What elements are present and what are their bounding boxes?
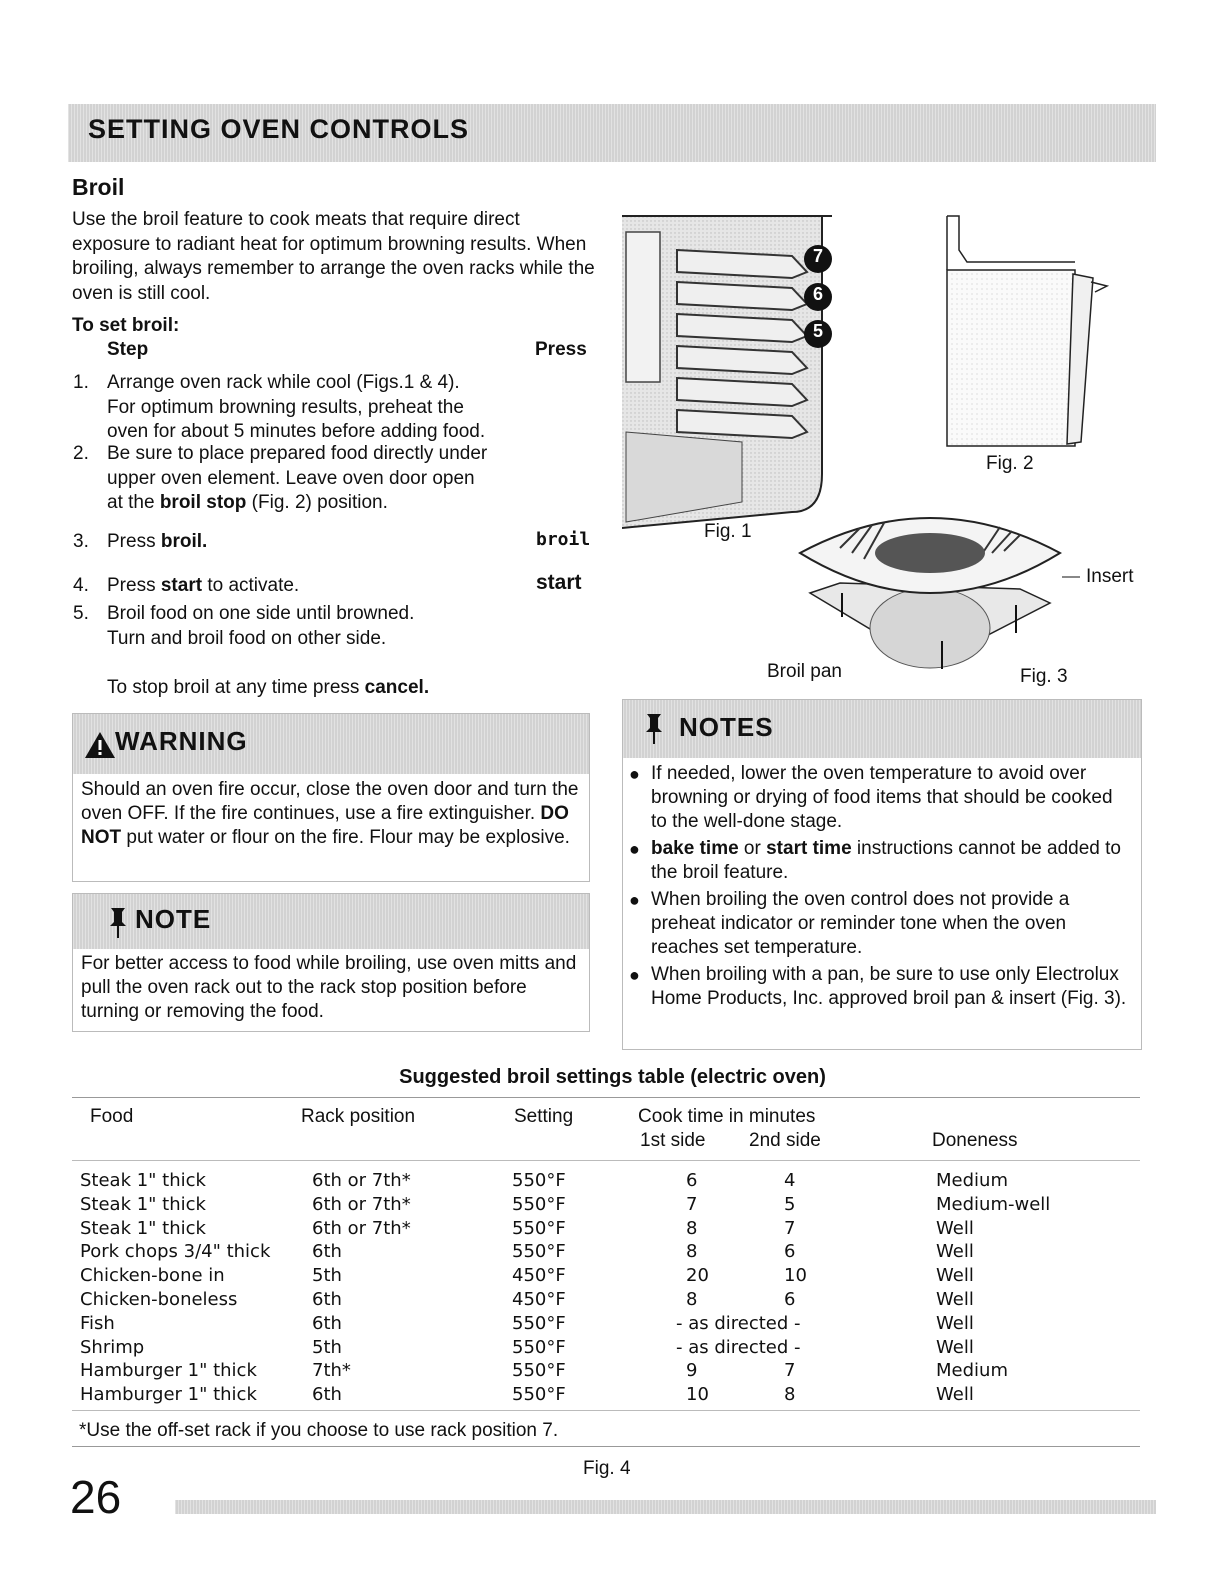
step-text-line: at the broil stop (Fig. 2) position. [107, 492, 388, 513]
cell-rack-position: 6th [312, 1241, 342, 1263]
cell-rack-position: 7th* [312, 1360, 351, 1382]
cell-food: Hamburger 1" thick [80, 1384, 257, 1406]
rack-number-7: 7 [812, 246, 823, 266]
page-number: 26 [70, 1471, 122, 1523]
bullet-icon: ● [629, 965, 640, 985]
broil-pan-callout-label: Broil pan [767, 661, 842, 682]
cell-food: Hamburger 1" thick [80, 1360, 257, 1382]
cell-setting: 550°F [512, 1384, 566, 1406]
cell-cook-time-directed: - as directed - [676, 1336, 801, 1358]
step-text-line: Be sure to place prepared food directly under [107, 443, 488, 464]
pushpin-icon [107, 906, 129, 940]
col-header-rack-position: Rack position [301, 1106, 416, 1127]
step-number: 5. [73, 603, 89, 624]
cell-doneness: Well [936, 1384, 974, 1406]
step-text-line: upper oven element. Leave oven door open [107, 467, 475, 489]
footer-bar [175, 1500, 1156, 1514]
col-header-doneness: Doneness [932, 1130, 1018, 1151]
notes-list [623, 762, 1133, 1014]
step-text-line: Turn and broil food on other side. [107, 627, 387, 649]
cell-first-side: 8 [686, 1241, 698, 1263]
step-number: 1. [73, 372, 89, 393]
broil-key-term: broil. [160, 531, 208, 552]
note-box [72, 893, 590, 1032]
cell-doneness: Well [936, 1265, 974, 1287]
notes-box [622, 699, 1142, 1050]
col-header-setting: Setting [514, 1106, 574, 1127]
cell-setting: 550°F [512, 1170, 566, 1191]
cell-cook-time-directed: - as directed - [676, 1312, 801, 1334]
cell-doneness: Well [936, 1289, 974, 1310]
warning-text: Should an oven fire occur, close the oven door and turn the oven OFF. If the fire continues, use a fire extinguisher. DO NOT put water or flour on the fire. Flour may be explosive. [81, 779, 579, 848]
fig-4-label: Fig. 4 [583, 1458, 631, 1479]
cell-food: Steak 1" thick [80, 1193, 206, 1215]
warning-title: WARNING [115, 726, 248, 756]
broil-stop-term: broil stop [159, 492, 247, 513]
cancel-key-term: cancel. [364, 677, 430, 698]
fig-2-label: Fig. 2 [986, 453, 1034, 474]
col-header-food: Food [90, 1106, 134, 1127]
do-not-emphasis: DO NOT [81, 803, 569, 848]
cell-doneness: Well [936, 1217, 974, 1239]
cell-second-side: 8 [784, 1384, 796, 1406]
cell-food: Steak 1" thick [80, 1170, 206, 1191]
notes-item: ● bake time or start time instructions cannot be added to the broil feature. [629, 838, 1121, 883]
table-footer-rule [72, 1446, 1140, 1447]
cell-first-side: 20 [686, 1265, 709, 1287]
cell-setting: 550°F [512, 1217, 566, 1239]
table-footnote: *Use the off-set rack if you choose to use rack position 7. [79, 1420, 559, 1441]
warning-triangle-icon [83, 730, 117, 760]
cell-food: Shrimp [80, 1336, 145, 1358]
cell-first-side: 10 [686, 1384, 709, 1406]
section-banner [68, 104, 1156, 162]
bullet-icon: ● [629, 764, 640, 784]
pushpin-icon [643, 712, 665, 746]
stop-broil-instruction: To stop broil at any time press cancel. [107, 677, 430, 698]
cell-setting: 450°F [512, 1289, 566, 1310]
cell-rack-position: 6th or 7th* [312, 1170, 411, 1191]
rack-number-5: 5 [812, 321, 823, 341]
cell-first-side: 9 [686, 1360, 698, 1382]
step-text-line: oven for about 5 minutes before adding food. [107, 421, 486, 442]
warning-header [73, 714, 589, 774]
cell-first-side: 7 [686, 1193, 698, 1215]
cell-second-side: 4 [784, 1170, 796, 1191]
cell-second-side: 7 [784, 1360, 796, 1382]
cell-second-side: 5 [784, 1193, 796, 1215]
section-title: SETTING OVEN CONTROLS [88, 114, 470, 144]
broil-table-title: Suggested broil settings table (electric oven) [399, 1066, 826, 1088]
fig-3-label: Fig. 3 [1020, 666, 1068, 687]
note-title: NOTE [135, 904, 212, 934]
step-1 [73, 371, 553, 445]
bullet-icon: ● [629, 890, 640, 910]
cell-rack-position: 5th [312, 1265, 342, 1287]
cell-second-side: 7 [784, 1217, 796, 1239]
cell-food: Chicken-bone in [80, 1265, 225, 1287]
cell-rack-position: 6th [312, 1312, 342, 1334]
cell-doneness: Well [936, 1312, 974, 1334]
table-header-rule [72, 1160, 1140, 1161]
step-number: 2. [73, 443, 89, 464]
table-bottom-rule [72, 1410, 1140, 1411]
cell-setting: 550°F [512, 1312, 566, 1334]
cell-doneness: Well [936, 1336, 974, 1358]
cell-first-side: 6 [686, 1170, 698, 1191]
cell-setting: 450°F [512, 1265, 566, 1287]
cell-food: Pork chops 3/4" thick [80, 1241, 271, 1263]
press-start-key: start [536, 571, 582, 594]
start-key-term: start [160, 575, 203, 596]
table-top-rule [72, 1097, 1140, 1098]
press-broil-key: broil [536, 529, 591, 550]
note-header [73, 894, 589, 949]
step-number: 3. [73, 531, 89, 552]
col-header-second-side: 2nd side [749, 1130, 821, 1151]
notes-item: ● When broiling the oven control does not provide a preheat indicator or reminder tone when the oven reaches set temperature. [629, 889, 1070, 958]
broil-heading: Broil [72, 174, 125, 200]
cell-doneness: Medium [936, 1360, 1008, 1382]
step-column-heading: Step [107, 339, 149, 360]
cell-setting: 550°F [512, 1193, 566, 1215]
step-5 [73, 602, 553, 652]
col-header-first-side: 1st side [640, 1130, 706, 1151]
cell-first-side: 8 [686, 1289, 698, 1310]
cell-food: Chicken-boneless [80, 1289, 238, 1310]
cell-rack-position: 6th or 7th* [312, 1217, 411, 1239]
cell-doneness: Medium-well [936, 1193, 1051, 1215]
cell-setting: 550°F [512, 1241, 566, 1263]
oven-door-broil-stop-illustration [945, 212, 1125, 448]
cell-rack-position: 6th or 7th* [312, 1193, 411, 1215]
cell-setting: 550°F [512, 1336, 566, 1358]
cell-doneness: Medium [936, 1170, 1008, 1191]
cell-rack-position: 5th [312, 1336, 342, 1358]
cell-second-side: 10 [784, 1265, 807, 1287]
step-text-line: Broil food on one side until browned. [107, 603, 415, 624]
cell-doneness: Well [936, 1241, 974, 1263]
step-number: 4. [73, 575, 89, 596]
broil-intro: Use the broil feature to cook meats that require direct exposure to radiant heat for optimum browning results. When broiling, always remember to arrange the oven racks while the oven is still cool. [72, 209, 595, 304]
step-3: 3. Press broil. [73, 530, 553, 556]
cell-first-side: 8 [686, 1217, 698, 1239]
notes-item: ● When broiling with a pan, be sure to use only Electrolux Home Products, Inc. approved broil pan & insert (Fig. 3). [629, 964, 1127, 1009]
cell-second-side: 6 [784, 1289, 796, 1310]
cell-rack-position: 6th [312, 1289, 342, 1310]
insert-callout-label: Insert [1086, 566, 1134, 587]
cell-food: Fish [80, 1312, 115, 1334]
press-column-heading: Press [535, 339, 587, 360]
bullet-icon: ● [629, 839, 640, 859]
rack-number-6: 6 [812, 284, 823, 304]
notes-item: ● If needed, lower the oven temperature to avoid over browning or drying of food items that should be cooked to the well-done stage. [629, 763, 1113, 832]
warning-box [72, 713, 590, 882]
notes-header [623, 700, 1141, 758]
step-text-line: Arrange oven rack while cool (Figs.1 & 4). [107, 372, 460, 393]
cell-setting: 550°F [512, 1360, 566, 1382]
notes-title: NOTES [679, 712, 774, 742]
cell-food: Steak 1" thick [80, 1217, 206, 1239]
cell-rack-position: 6th [312, 1384, 342, 1406]
step-4: 4. Press start to activate. [73, 574, 553, 600]
cell-second-side: 6 [784, 1241, 796, 1263]
col-header-cook-time: Cook time in minutes [638, 1106, 816, 1127]
step-2 [73, 442, 553, 516]
to-set-broil-heading: To set broil: [72, 315, 180, 336]
step-text-line: For optimum browning results, preheat the [107, 396, 464, 418]
note-text: For better access to food while broiling, use oven mitts and pull the oven rack out to the rack stop position before turning or removing the food. [81, 953, 577, 1022]
fig-1-label: Fig. 1 [704, 521, 752, 542]
